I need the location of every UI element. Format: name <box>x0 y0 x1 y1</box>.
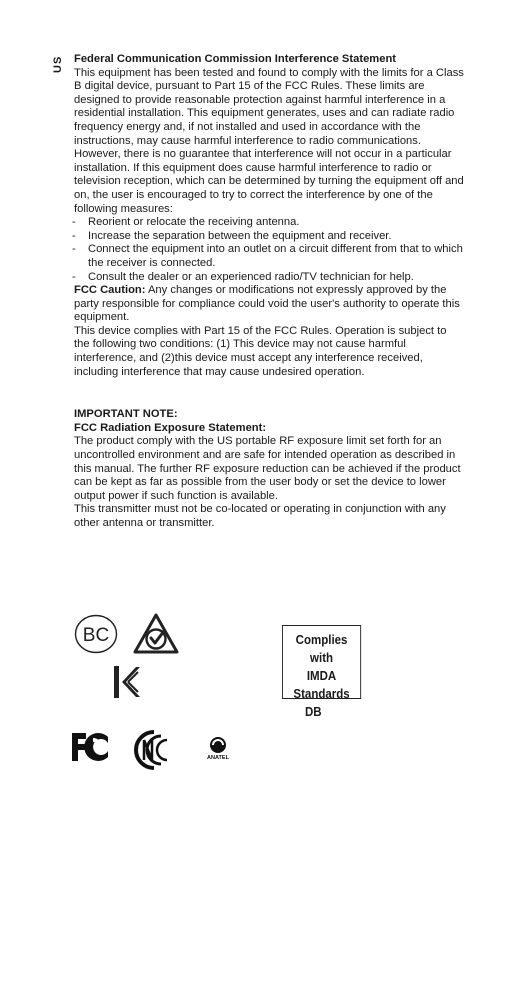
anatel-mark-icon <box>204 735 232 761</box>
exposure-statement-body: The product comply with the US portable RF exposure limit set forth for an uncontrolled environment and are safe for intended operation as described in this manual. The further RF exposure reduction can be achieved if the product can be kept as far as possible from the user body or set the device to lower output power if such function is available. <box>74 435 461 502</box>
compliance-text <box>74 53 464 531</box>
important-note-title: IMPORTANT NOTE: <box>74 408 178 421</box>
exposure-statement-title: FCC Radiation Exposure Statement: <box>74 421 267 434</box>
imda-line-2: IMDA Standards <box>293 669 350 701</box>
measure-item: - Connect the equipment into an outlet on a circuit different from that to which the receiver is connected. <box>74 243 464 270</box>
part15-statement: This device complies with Part 15 of the FCC Rules. Operation is subject to the following two conditions: (1) This device may not cause harmful interference, and (2)this device must accept any interference received, including interference that may cause undesired operation. <box>74 324 447 378</box>
measure-item: - Consult the dealer or an experienced radio/TV technician for help. <box>74 271 464 285</box>
measure-item: - Increase the separation between the equipment and receiver. <box>74 230 464 244</box>
fcc-statement-heading: Federal Communication Commission Interference Statement <box>74 53 397 65</box>
bc-mark-icon <box>74 614 118 654</box>
fcc-caution <box>74 284 464 325</box>
measures-list <box>74 216 464 284</box>
imda-line-3: DB <box>305 705 322 719</box>
fcc-caution-label: FCC Caution: <box>74 284 146 297</box>
colocation-statement: This transmitter must not be co-located or operating in conjunction with any other antenna or transmitter. <box>74 503 446 529</box>
fcc-statement-body: This equipment has been tested and found to comply with the limits for a Class B digital device, pursuant to Part 15 of the FCC Rules. These limits are designed to provide reasonable protection against harmful interference in a residential installation. This equipment generates, uses and can radiate radio frequency energy and, if not installed and used in accordance with the instructions, may cause harmful interference to radio communications. However, there is no guarantee that interference will not occur in a particular installation. If this equipment does cause harmful interference to radio or television reception, which can be determined by turning the equipment off and on, the user is encouraged to try to correct the interference by one of the following measures: <box>74 66 464 215</box>
anatel-text: ANATEL <box>207 755 229 761</box>
fcc-mark-icon <box>70 731 110 763</box>
rcm-mark-icon <box>131 612 181 658</box>
fcc-caution-text: Any changes or modifications not expressly approved by the party responsible for compliance could void the user's authority to operate this equipment. <box>74 284 460 324</box>
measure-item: - Reorient or relocate the receiving antenna. <box>74 216 464 230</box>
imda-line-1: Complies with <box>295 633 348 665</box>
nom-mark-icon <box>134 728 176 772</box>
kc-mark-icon <box>112 664 142 700</box>
imda-compliance-mark <box>282 625 361 719</box>
bc-mark-text: BC <box>82 625 110 646</box>
region-tag: US <box>52 55 64 73</box>
